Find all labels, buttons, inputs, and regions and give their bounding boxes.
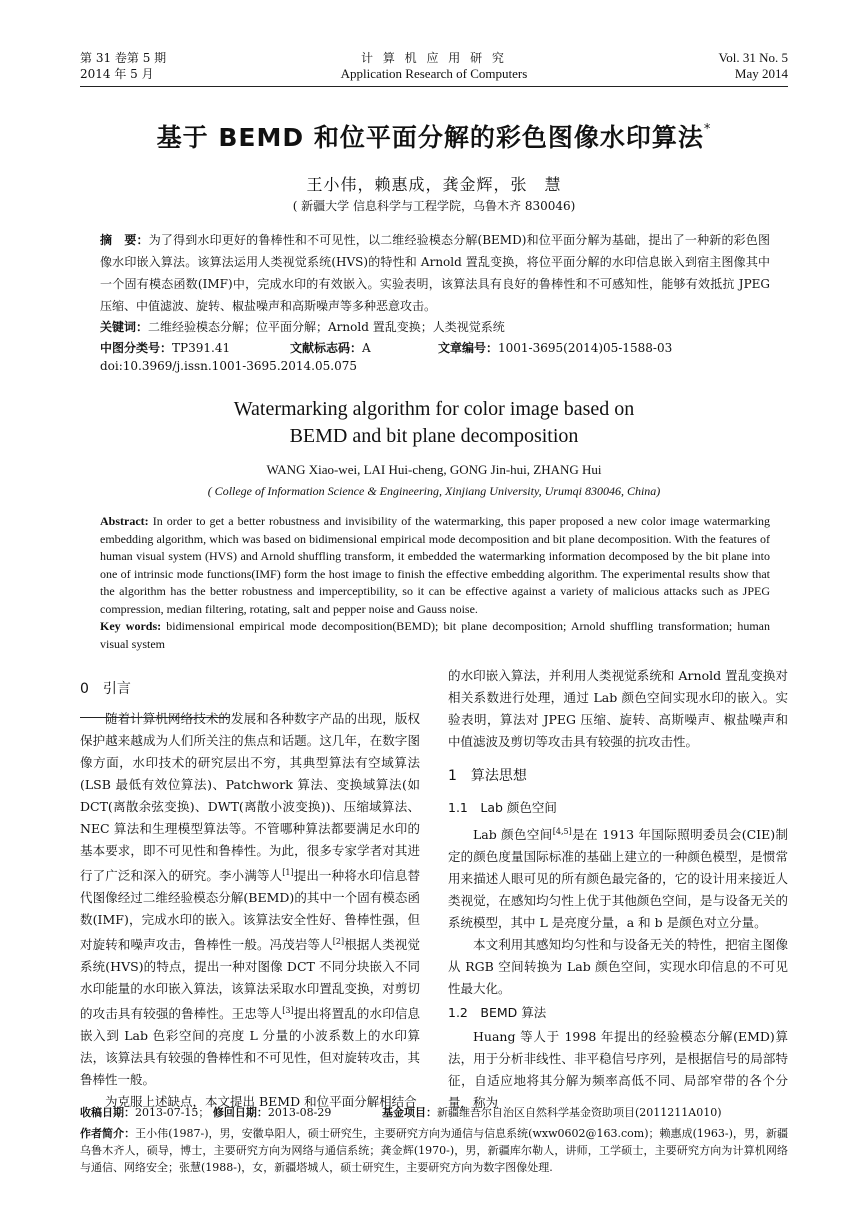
clc-value: TP391.41 <box>172 341 231 355</box>
journal-name-cn: 计 算 机 应 用 研 究 <box>361 51 507 65</box>
abstract-label-en: Abstract: <box>100 514 149 528</box>
date-cn: 2014 年 5 月 <box>80 67 154 81</box>
keywords-cn <box>100 318 505 335</box>
keywords-label-cn: 关键词： <box>100 320 149 334</box>
paper-title-en <box>0 396 868 450</box>
revised-value: 2013-08-29 <box>267 1106 332 1119</box>
received-date <box>80 1106 209 1119</box>
paper-title-cn <box>0 118 868 154</box>
affiliation-cn: ( 新疆大学 信息科学与工程学院，乌鲁木齐 830046) <box>292 199 576 213</box>
paragraph-lab-2: 本文利用其感知均匀性和与设备无关的特性，把宿主图像从 RGB 空间转换为 Lab 颜色空间，实现水印信息的不可见性最大化。 <box>448 937 788 997</box>
keywords-en <box>100 618 770 653</box>
abstract-text-cn: 为了得到水印更好的鲁棒性和不可见性，以二维经验模态分解(BEMD)和位平面分解为基础，提出了一种新的彩色图像水印嵌入算法。该算法运用人类视觉系统(HVS)的特性和 Arnold 置乱变换，将位平面分解的水印信息嵌入到宿主图像其中一个固有模态函数(IMF)中，完成水印的有效嵌入。实验表明，该算法具有良好的鲁棒性和不可感知性，能够有效抵抗 JPEG 压缩、中值滤波、旋转、椒盐噪声和高斯噪声等多种恶意攻击。 <box>100 233 770 313</box>
doc-code-label: 文献标志码： <box>290 341 363 355</box>
body-column-right <box>448 665 788 1114</box>
subsection-heading-lab: 1.1 Lab 颜色空间 <box>448 800 557 815</box>
volume-issue-en: Vol. 31 No. 5 <box>718 50 788 65</box>
author-bio-text: 王小伟(1987-)，男，安徽阜阳人，硕士研究生，主要研究方向为通信与信息系统(wxw0602@163.com)；赖惠成(1963-)，男，新疆乌鲁木齐人，硕导，博士，主要研究方向为网络与通信系统；龚金辉(1970-)，男，新疆库尔勒人，讲师，工学硕士，主要研究方向为计算机网络与通信、网络安全；张慧(1988-)，女，新疆塔城人，硕士研究生，主要研究方向为数字图像处理. <box>80 1127 789 1174</box>
subsection-heading-bemd: 1.2 BEMD 算法 <box>448 1005 547 1021</box>
title-footnote-mark: * <box>703 121 712 137</box>
title-en-line1: Watermarking algorithm for color image based on <box>233 398 635 420</box>
footnote-rule <box>80 717 230 718</box>
header-rule <box>80 86 788 87</box>
authors-cn: 王小伟，赖惠成，龚金辉，张 慧 <box>306 175 562 194</box>
document-code <box>290 339 371 356</box>
abstract-cn <box>100 229 770 317</box>
paragraph-intro-2: 为克服上述缺点，本文提出 BEMD 和位平面分解相结合 <box>105 1094 417 1110</box>
funding-label: 基金项目： <box>382 1106 437 1119</box>
clc-number <box>100 341 230 355</box>
intro-text-d: 提出将置乱的水印信息嵌入到 Lab 色彩空间的亮度 L 分量的小波系数上的水印算法，该算法具有较强的鲁棒性和不可见性，但对旋转攻击，其鲁棒性一般。 <box>80 1006 420 1088</box>
classification-row <box>100 339 770 356</box>
date-en: May 2014 <box>734 66 788 81</box>
revised-date <box>213 1106 331 1119</box>
received-value: 2013-07-15； <box>135 1106 210 1119</box>
abstract-en-body <box>100 513 770 618</box>
doi: doi:10.3969/j.issn.1001-3695.2014.05.075 <box>100 359 357 373</box>
body-column-left <box>80 678 420 1113</box>
funding-value: 新疆维吾尔自治区自然科学基金资助项目(2011211A010) <box>437 1106 722 1119</box>
received-label: 收稿日期： <box>80 1106 135 1119</box>
citation-3[interactable]: [3] <box>282 1006 294 1016</box>
affiliation-en: ( College of Information Science & Engineering, Xinjiang University, Urumqi 830046, China) <box>207 484 661 498</box>
footnote-author-bio <box>80 1125 788 1176</box>
lab-text-a: Lab 颜色空间 <box>473 827 553 843</box>
intro-text-c: 根据人类视觉系统(HVS)的特点，提出一种对图像 DCT 不同分块嵌入不同水印能量的水印嵌入算法，该算法采取水印置乱变换，对剪切的攻击具有较强的鲁棒性。王忠等人 <box>80 937 420 1022</box>
article-number <box>438 339 672 356</box>
section-heading-intro: 0 引言 <box>80 681 131 697</box>
clc-label: 中图分类号： <box>100 341 173 355</box>
intro-text-b: 提出一种将水印信息替代图像经过二维经验模态分解(BEMD)的其中一个固有模态函数(IMF)，完成水印的嵌入。该算法安全性好、鲁棒性强，但对旋转和噪声攻击，鲁棒性一般。冯茂岩等人 <box>80 868 420 953</box>
intro-text-a: 随着计算机网络技术的发展和各种数字产品的出现，版权保护越来越成为人们所关注的焦点和话题。这几年，在数字图像方面，水印技术的研究层出不穷，其典型算法有空域算法(LSB 最低有效位算法)、Patchwork 算法、变换域算法(如 DCT(离散余弦变换)、DWT(离散小波变换))、压缩域算法、NEC 算法和生理模型算法等。不管哪种算法都要满足水印的基本要求，即不可见性和鲁棒性。为此，很多专家学者对其进行了广泛和深入的研究。李小满等人 <box>80 711 420 884</box>
section-heading-algorithm: 1 算法思想 <box>448 768 527 784</box>
abstract-en <box>100 513 770 653</box>
author-bio-label: 作者简介： <box>80 1127 136 1140</box>
authors-en: WANG Xiao-wei, LAI Hui-cheng, GONG Jin-hui, ZHANG Hui <box>266 462 602 477</box>
citation-1[interactable]: [1] <box>282 868 294 877</box>
paragraph-bemd-1: Huang 等人于 1998 年提出的经验模态分解(EMD)算法，用于分析非线性、非平稳信号序列，是根据信号的局部特征，自适应地将其分解为频率高低不同、局部窄带的各个分量，称为 <box>448 1029 788 1111</box>
paragraph-lab-1 <box>448 821 788 934</box>
abstract-label-cn: 摘 要： <box>100 233 149 247</box>
keywords-text-cn: 二维经验模态分解；位平面分解；Arnold 置乱变换；人类视觉系统 <box>148 320 505 334</box>
abstract-text-en: In order to get a better robustness and invisibility of the watermarking, this paper proposed a new color image watermarking embedding algorithm, which was based on bidimensional empirical mode decomposition and bit plane decomposition. With the features of human visual system (HVS) and Arnold shuffling transform, it embedded the watermarking information decomposed by the bit plane into one of intrinsic mode functions(IMF) form the host image to finish the effective embedding algorithm. The experimental results show that the algorithm has the better robustness and imperceptibility, so it can be effective against a variety of malicious attacks such as JPEG compression, median filtering, rotating, salt and pepper noise and Gauss noise. <box>100 514 770 616</box>
keywords-text-en: bidimensional empirical mode decomposition(BEMD); bit plane decomposition; Arnold shuffling transformation; human visual system <box>100 619 770 651</box>
article-number-label: 文章编号： <box>438 341 499 355</box>
keywords-label-en: Key words: <box>100 619 162 633</box>
volume-issue-cn: 第 31 卷第 5 期 <box>80 51 167 65</box>
paragraph-intro-2-cont: 的水印嵌入算法，并利用人类视觉系统和 Arnold 置乱变换对相关系数进行处理，通过 Lab 颜色空间实现水印的嵌入。实验表明，算法对 JPEG 压缩、旋转、高斯噪声、椒盐噪声和中值滤波及剪切等攻击具有较强的抗攻击性。 <box>448 668 788 749</box>
paragraph-intro-1 <box>80 708 420 1091</box>
citation-4-5[interactable]: [4,5] <box>552 827 572 836</box>
journal-issue-en <box>719 50 788 82</box>
citation-2[interactable]: [2] <box>332 937 345 947</box>
lab-text-b: 是在 1913 年国际照明委员会(CIE)制定的颜色度量国际标准的基础上建立的一种颜色模型，是惯常用来描述人眼可见的所有颜色最完备的，它的设计用来接近人类视觉，在感知均匀性上优于其他颜色空间，是与设备无关的系统模型，其中 L 是亮度分量，a 和 b 是颜色对立分量。 <box>448 827 788 931</box>
doc-code-value: A <box>362 341 371 355</box>
journal-name-en: Application Research of Computers <box>340 66 528 81</box>
revised-label: 修回日期： <box>212 1106 268 1119</box>
title-text-cn: 基于 BEMD 和位平面分解的彩色图像水印算法 <box>156 123 704 152</box>
funding <box>382 1104 722 1121</box>
article-number-value: 1001-3695(2014)05-1588-03 <box>498 341 673 355</box>
title-en-line2: BEMD and bit plane decomposition <box>289 425 579 447</box>
footnote-dates-fund <box>80 1104 788 1121</box>
